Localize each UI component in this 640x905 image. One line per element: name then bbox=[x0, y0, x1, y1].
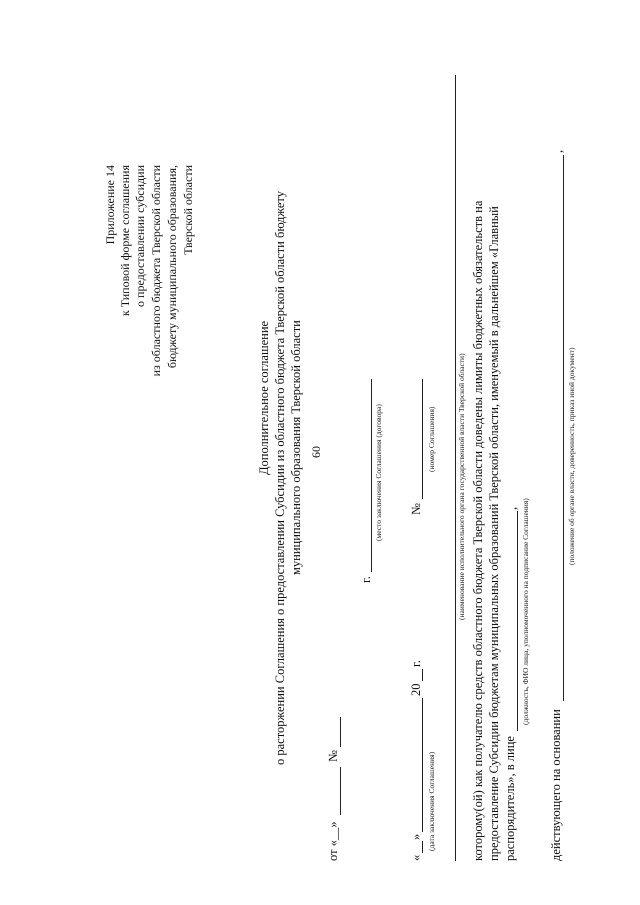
appendix-line-5: бюджету муниципального образования, bbox=[165, 165, 179, 369]
number-caption: (номер Соглашения) bbox=[427, 406, 436, 472]
place-caption: (место заключения Соглашения (договора) bbox=[374, 404, 383, 541]
body-line-2: предоставление Субсидии бюджетам муниципальных образований Тверской области, именуемый в дальнейшем «Главный bbox=[487, 206, 501, 861]
date-year-line bbox=[422, 669, 423, 681]
page-number: 60 bbox=[309, 446, 323, 458]
date-month-line bbox=[422, 698, 423, 832]
body-line-1: которому(ой) как получателю средств областного бюджета Тверской области доведены лимиты бюджетных обязательств на bbox=[471, 200, 485, 861]
from-number-line bbox=[340, 717, 341, 747]
date-quote-open: « bbox=[409, 854, 423, 861]
basis-caption: (положение об органе власти, доверенность, приказ иной документ) bbox=[567, 347, 576, 565]
date-caption: (дата заключения Соглашения) bbox=[427, 751, 436, 851]
date-quote-close: » bbox=[409, 833, 423, 840]
from-date-text: от «__» bbox=[326, 821, 340, 861]
appendix-line-6: Тверской области bbox=[181, 165, 195, 255]
place-line bbox=[371, 379, 372, 572]
position-caption: (должность, ФИО лица, уполномоченного на подписание Соглашения) bbox=[521, 498, 530, 725]
appendix-line-3: о предоставлении субсидии bbox=[133, 165, 147, 307]
executive-caption: (наименование исполнительного органа государственной власти Тверской области) bbox=[457, 353, 466, 620]
agreement-number-line bbox=[422, 379, 423, 499]
title-line-2: о расторжении Соглашения о предоставлении Субсидии из областного бюджета Тверской области бюджету bbox=[273, 191, 287, 765]
basis-line bbox=[563, 155, 564, 701]
agreement-number-sign: № bbox=[409, 503, 423, 515]
date-day-line bbox=[422, 841, 423, 853]
rotated-document-page bbox=[0, 35, 640, 905]
executive-body-line bbox=[455, 75, 456, 861]
body-line-4-start: действующего на основании bbox=[549, 709, 563, 861]
title-line-1: Дополнительное соглашение bbox=[257, 320, 271, 475]
body-line-3-start: распорядитель», в лице bbox=[503, 736, 517, 861]
place-g: г. bbox=[359, 576, 373, 583]
representative-comma: , bbox=[505, 506, 519, 510]
appendix-line-2: к Типовой форме соглашения bbox=[118, 165, 132, 317]
date-year-prefix: 20 bbox=[409, 683, 423, 696]
date-year-suffix: г. bbox=[409, 660, 423, 667]
from-month-line bbox=[340, 767, 341, 815]
appendix-line-1: Приложение 14 bbox=[103, 165, 117, 245]
appendix-line-4: из областного бюджета Тверской области bbox=[149, 165, 163, 377]
from-number-sign: № bbox=[326, 750, 340, 762]
representative-line bbox=[517, 511, 518, 731]
basis-comma: , bbox=[551, 149, 565, 153]
title-line-3: муниципального образования Тверской области bbox=[289, 320, 303, 575]
